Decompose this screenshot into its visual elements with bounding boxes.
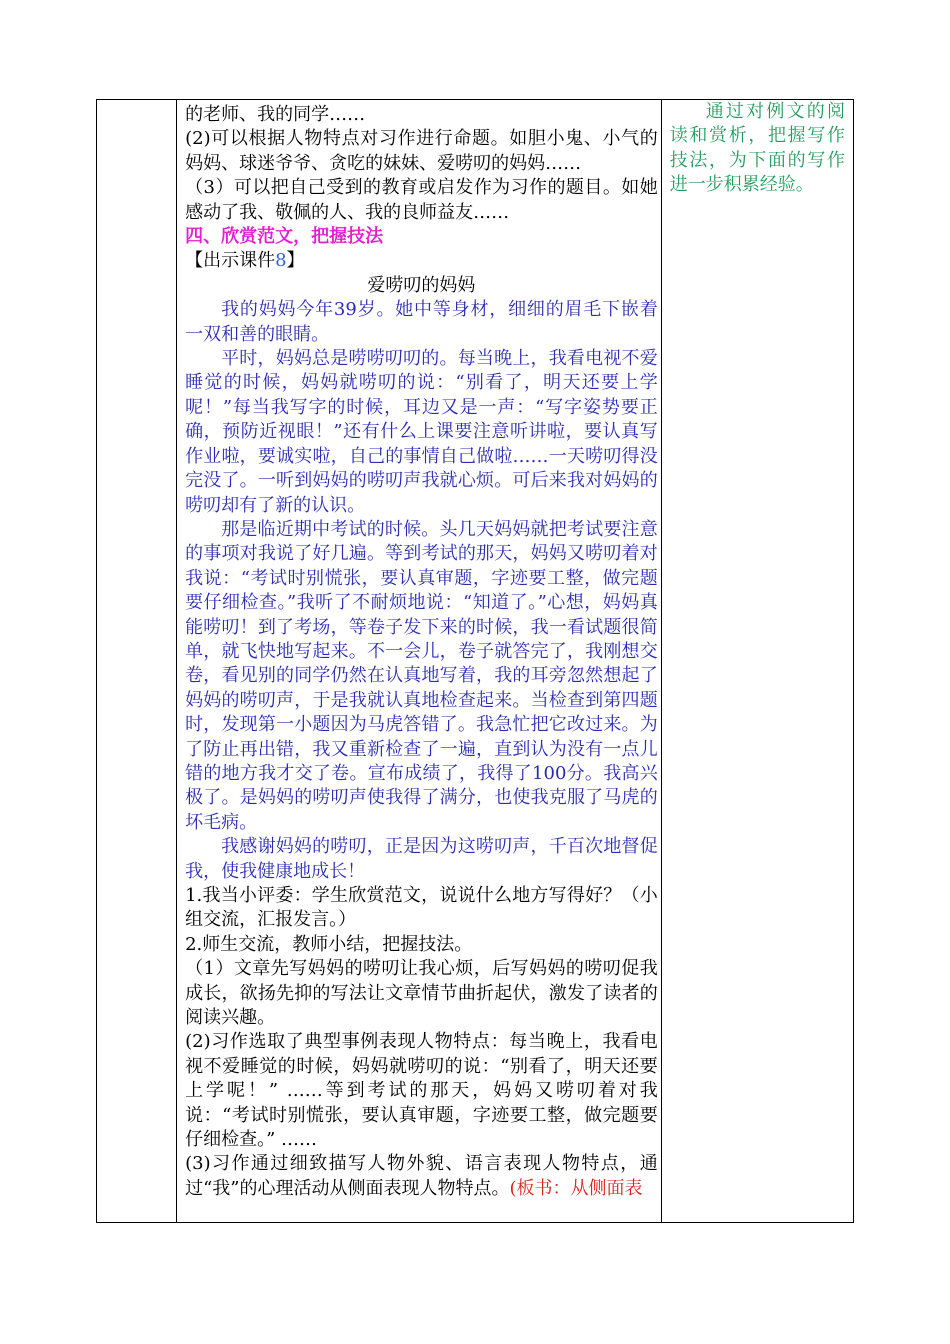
slide-reference <box>185 249 658 273</box>
technique-point-3-text: (3)习作通过细致描写人物外貌、语言表现人物特点，通过“我”的心理活动从侧面表现人物特点。 <box>185 1153 658 1199</box>
slide-suffix: 】 <box>286 250 305 272</box>
section-heading: 四、欣赏范文，把握技法 <box>185 226 384 248</box>
lesson-plan-table <box>96 99 854 1223</box>
slide-number: 8 <box>275 250 287 272</box>
title-method-2: (2)可以根据人物特点对习作进行命题。如胆小鬼、小气的妈妈、球迷爷爷、贪吃的妹妹、爱唠叨的妈妈…… <box>185 128 658 174</box>
blackboard-note: (板书：从侧面表 <box>509 1177 643 1199</box>
essay-paragraph-1: 我的妈妈今年39岁。她中等身材，细细的眉毛下嵌着一双和善的眼睛。 <box>185 299 658 345</box>
activity-step-2: 2.师生交流，教师小结，把握技法。 <box>185 933 473 955</box>
teaching-process-cell <box>177 100 662 1223</box>
technique-point-2: (2)习作选取了典型事例表现人物特点：每当晚上，我看电视不爱睡觉的时候，妈妈就唠叨的说：“别看了，明天还要上学呢！” ……等到考试的那天，妈妈又唠叨着对我说：“考试时别慌张，要认真审题，字迹要工整，做完题要仔细检查。” …… <box>185 1031 658 1151</box>
table-row <box>97 100 854 1223</box>
essay-paragraph-2: 平时，妈妈总是唠唠叨叨的。每当晚上，我看电视不爱睡觉的时候，妈妈就唠叨的说：“别看了，明天还要上学呢！”每当我写字的时候，耳边又是一声：“写字姿势要正确，预防近视眼！”还有什么上课要注意听讲啦，要认真写作业啦，要诚实啦，自己的事情自己做啦……一天唠叨得没完没了。一听到妈妈的唠叨声我就心烦。可后来我对妈妈的唠叨却有了新的认识。 <box>185 348 658 516</box>
essay-title: 爱唠叨的妈妈 <box>367 274 476 296</box>
title-method-3: （3）可以把自己受到的教育或启发作为习作的题目。如她感动了我、敬佩的人、我的良师益友…… <box>185 177 658 223</box>
essay-paragraph-4: 我感谢妈妈的唠叨，正是因为这唠叨声，千百次地督促我，使我健康地成长！ <box>185 836 658 882</box>
technique-point-3 <box>185 1152 658 1201</box>
design-intent-note: 通过对例文的阅读和赏析，把握写作技法，为下面的写作进一步积累经验。 <box>669 101 845 196</box>
continued-line: 的老师、我的同学…… <box>185 104 366 125</box>
technique-point-1: （1）文章先写妈妈的唠叨让我心烦，后写妈妈的唠叨促我成长，欲扬先抑的写法让文章情节曲折起伏，激发了读者的阅读兴趣。 <box>185 958 658 1029</box>
teaching-content <box>177 100 661 1201</box>
design-intent-cell <box>661 100 853 1223</box>
activity-step-1: 1.我当小评委：学生欣赏范文，说说什么地方写得好？（小组交流，汇报发言。） <box>185 885 658 931</box>
slide-prefix: 【出示课件 <box>185 250 276 272</box>
empty-left-cell <box>97 100 177 1223</box>
essay-paragraph-3: 那是临近期中考试的时候。头几天妈妈就把考试要注意的事项对我说了好几遍。等到考试的那天，妈妈又唠叨着对我说：“考试时别慌张，要认真审题，字迹要工整，做完题要仔细检查。”我听了不耐烦地说：“知道了。”心想，妈妈真能唠叨！到了考场，等卷子发下来的时候，我一看试题很简单，就飞快地写起来。不一会儿，卷子就答完了，我刚想交卷，看见别的同学仍然在认真地写着，我的耳旁忽然想起了妈妈的唠叨声，于是我就认真地检查起来。当检查到第四题时，发现第一小题因为马虎答错了。我急忙把它改过来。为了防止再出错，我又重新检查了一遍，直到认为没有一点儿错的地方我才交了卷。宣布成绩了，我得了100分。我高兴极了。是妈妈的唠叨声使我得了满分，也使我克服了马虎的坏毛病。 <box>185 518 658 833</box>
